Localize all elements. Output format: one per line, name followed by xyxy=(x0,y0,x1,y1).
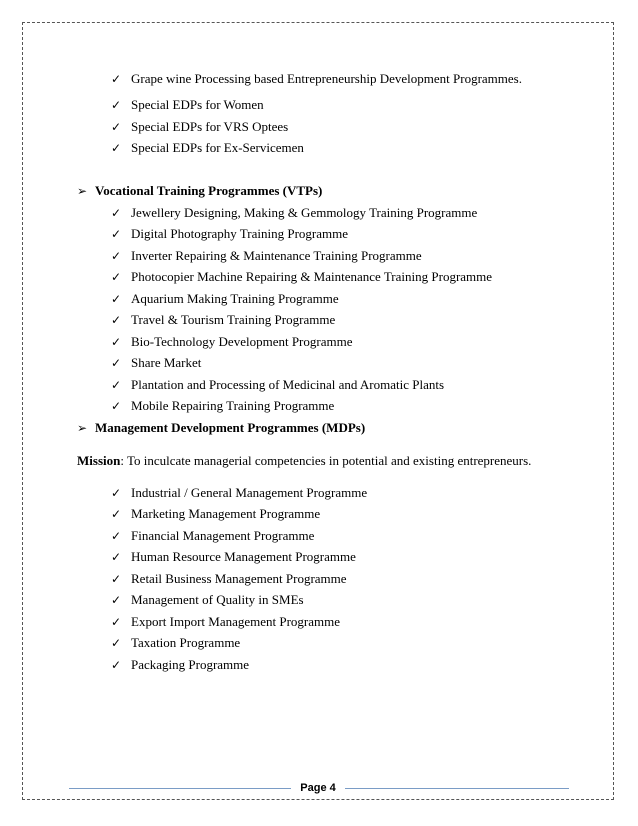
checkmark-icon: ✓ xyxy=(111,550,122,564)
list-item-text: Inverter Repairing & Maintenance Training Programme xyxy=(131,248,422,263)
checkmark-icon: ✓ xyxy=(111,313,122,327)
checkmark-icon: ✓ xyxy=(111,227,122,241)
list-item-text: Export Import Management Programme xyxy=(131,614,341,629)
checkmark-icon: ✓ xyxy=(111,356,122,370)
list-item-text: Plantation and Processing of Medicinal and Aromatic Plants xyxy=(131,377,445,392)
list-item-text: Special EDPs for Women xyxy=(131,97,264,112)
checkmark-icon: ✓ xyxy=(111,120,122,134)
list-item xyxy=(111,485,367,501)
list-item-text: Aquarium Making Training Programme xyxy=(131,291,339,306)
checkmark-icon: ✓ xyxy=(111,658,122,672)
checkmark-icon: ✓ xyxy=(111,335,122,349)
list-item xyxy=(111,71,522,87)
checkmark-icon: ✓ xyxy=(111,636,122,650)
checkmark-icon: ✓ xyxy=(111,529,122,543)
list-item xyxy=(111,592,304,608)
list-item xyxy=(111,657,249,673)
list-item-text: Special EDPs for Ex-Servicemen xyxy=(131,140,304,155)
list-item xyxy=(111,205,477,221)
list-item-text: Industrial / General Management Programme xyxy=(131,485,368,500)
checkmark-icon: ✓ xyxy=(111,399,122,413)
checkmark-icon: ✓ xyxy=(111,249,122,263)
checkmark-icon: ✓ xyxy=(111,507,122,521)
list-item xyxy=(111,571,347,587)
list-item-text: Photocopier Machine Repairing & Maintenance Training Programme xyxy=(131,269,493,284)
checkmark-icon: ✓ xyxy=(111,141,122,155)
list-item-text: Travel & Tourism Training Programme xyxy=(131,312,336,327)
mission-statement xyxy=(77,453,531,469)
list-item xyxy=(111,614,340,630)
checkmark-icon: ✓ xyxy=(111,615,122,629)
list-item xyxy=(111,377,444,393)
list-item-text: Retail Business Management Programme xyxy=(131,571,347,586)
section-heading-text: Management Development Programmes (MDPs) xyxy=(95,420,366,435)
section-heading-mdp xyxy=(77,420,365,436)
list-item xyxy=(111,334,352,350)
list-item xyxy=(111,269,492,285)
footer-rule-right xyxy=(345,788,569,789)
list-item xyxy=(111,291,339,307)
mission-text: : To inculcate managerial competencies in potential and existing entrepreneurs. xyxy=(120,453,532,468)
page-number: Page 4 xyxy=(300,782,336,794)
list-item-text: Grape wine Processing based Entrepreneurship Development Programmes. xyxy=(131,71,522,86)
section-heading-vtp xyxy=(77,183,322,199)
list-item xyxy=(111,248,422,264)
checkmark-icon: ✓ xyxy=(111,572,122,586)
list-item-text: Share Market xyxy=(131,355,202,370)
list-item-text: Bio-Technology Development Programme xyxy=(131,334,353,349)
list-item xyxy=(111,528,314,544)
checkmark-icon: ✓ xyxy=(111,98,122,112)
list-item xyxy=(111,635,240,651)
list-item xyxy=(111,506,320,522)
arrow-bullet-icon: ➢ xyxy=(77,421,88,435)
list-item-text: Mobile Repairing Training Programme xyxy=(131,398,335,413)
checkmark-icon: ✓ xyxy=(111,593,122,607)
checkmark-icon: ✓ xyxy=(111,486,122,500)
list-item xyxy=(111,226,348,242)
list-item-text: Taxation Programme xyxy=(131,635,241,650)
footer-rule-left xyxy=(69,788,291,789)
list-item xyxy=(111,549,356,565)
arrow-bullet-icon: ➢ xyxy=(77,184,88,198)
list-item-text: Jewellery Designing, Making & Gemmology Training Programme xyxy=(131,205,478,220)
checkmark-icon: ✓ xyxy=(111,378,122,392)
checkmark-icon: ✓ xyxy=(111,206,122,220)
list-item-text: Special EDPs for VRS Optees xyxy=(131,119,289,134)
list-item-text: Management of Quality in SMEs xyxy=(131,592,304,607)
list-item xyxy=(111,355,201,371)
list-item xyxy=(111,119,288,135)
list-item-text: Packaging Programme xyxy=(131,657,250,672)
list-item xyxy=(111,398,334,414)
checkmark-icon: ✓ xyxy=(111,72,122,86)
list-item xyxy=(111,140,304,156)
list-item-text: Financial Management Programme xyxy=(131,528,315,543)
list-item-text: Marketing Management Programme xyxy=(131,506,321,521)
list-item xyxy=(111,97,264,113)
mission-label: Mission xyxy=(77,453,121,468)
list-item-text: Human Resource Management Programme xyxy=(131,549,356,564)
list-item-text: Digital Photography Training Programme xyxy=(131,226,349,241)
checkmark-icon: ✓ xyxy=(111,270,122,284)
list-item xyxy=(111,312,335,328)
checkmark-icon: ✓ xyxy=(111,292,122,306)
section-heading-text: Vocational Training Programmes (VTPs) xyxy=(95,183,323,198)
